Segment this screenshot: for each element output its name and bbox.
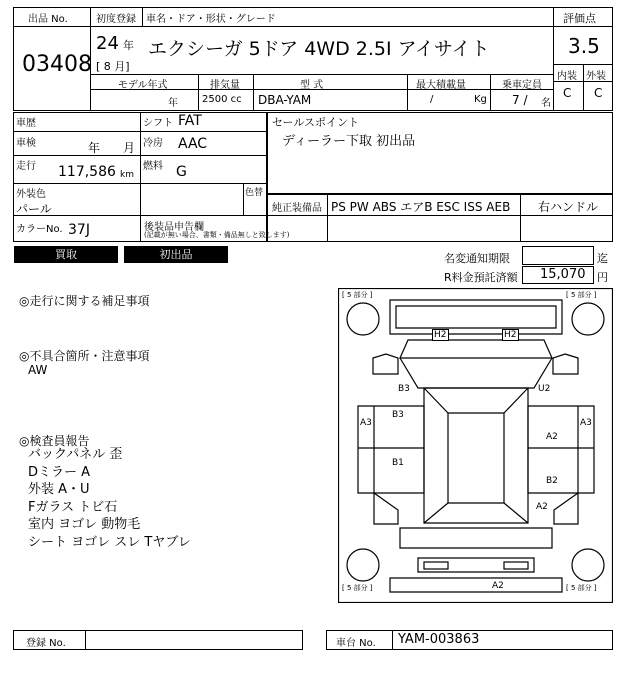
mileage-unit: km [120,170,134,180]
chassis-label: 車台 No. [336,638,376,649]
car-diagram [338,288,613,603]
defect-title: ◎不具合箇所・注意事項 [19,349,150,363]
load-unit: Kg [474,94,487,105]
reg-year: 24 [96,33,119,54]
first-reg-label: 初度登録 [96,14,136,25]
name-change-label: 名変通知期限 [444,252,510,265]
recycle-value: 15,070 [540,267,586,282]
tire-tr: [ 5 部分 ] [566,291,597,299]
aircon-value: AAC [178,136,208,152]
inspector-lines [28,446,191,551]
dmg-a2-rear: A2 [492,581,504,591]
dmg-a3-left: A3 [360,418,372,428]
shaken-month: 月 [123,141,136,155]
capacity-label: 乗車定員 [502,80,542,91]
chassis-value: YAM-003863 [398,632,480,647]
retrofit-note: (記載が無い場合、書類・備品無しと致します) [144,231,290,239]
car-name-label: 車名・ドア・形状・グレード [146,14,276,25]
dmg-b2-door: B2 [546,476,558,486]
exterior-label: 外装 [586,71,606,82]
exterior-grade: C [594,86,603,100]
aircon-label: 冷房 [143,138,163,149]
name-change-box [522,246,594,265]
buy-badge: 買取 [14,246,118,263]
dmg-a2-rear-r: A2 [536,502,548,512]
listing-badge: 初出品 [124,246,228,263]
ext-color-label: 外装色 [16,189,46,200]
shaken-year: 年 [88,141,101,155]
tire-tl: [ 5 部分 ] [342,291,373,299]
reg-month: [ 8 月] [96,60,130,73]
handle-value: 右ハンドル [538,200,599,214]
capacity-value: 7 / [512,93,528,107]
tire-bl: [ 5 部分 ] [342,584,373,592]
dmg-b1-door: B1 [392,458,404,468]
lot-number: 03408 [22,52,92,77]
equipment-value: PS PW ABS エアB ESC ISS AEB [331,200,511,214]
inspector-line: Dミラー A [28,464,91,480]
shift-value: FAT [178,113,202,129]
dmg-b3-left: B3 [398,384,410,394]
mileage-value: 117,586 [58,164,116,180]
retrofit-label: 後装品申告欄 [144,222,204,233]
lot-label: 出品 No. [28,14,68,25]
displacement-value: 2500 cc [202,94,242,105]
shaken-label: 車検 [16,138,36,149]
tire-br: [ 5 部分 ] [566,584,597,592]
fuel-value: G [176,164,187,180]
model-year-value: 年 [168,98,178,109]
dmg-b3-door: B3 [392,410,404,420]
inspector-line: Fガラス トビ石 [28,499,118,515]
color-no-value: 37J [68,222,90,238]
dmg-h2-right: H2 [504,330,517,340]
car-name: エクシーガ 5ドア 4WD 2.5I アイサイト [148,38,490,60]
capacity-unit: 名 [541,98,551,109]
interior-label: 内装 [557,71,577,82]
inspector-line: 外装 A・U [28,482,90,497]
score-label: 評価点 [563,12,596,25]
sales-point-label: セールスポイント [272,116,360,129]
load-value: / [430,94,434,105]
inspector-title: ◎検査員報告 [19,434,90,448]
fuel-label: 燃料 [143,161,163,172]
dmg-h2-left: H2 [434,330,447,340]
dmg-u2-right: U2 [538,384,551,394]
reg-no-label: 登録 No. [26,638,66,649]
name-change-unit: 迄 [597,252,608,265]
defect-item: AW [28,363,48,377]
dmg-a3-right: A3 [580,418,592,428]
score-value: 3.5 [568,34,600,58]
inspector-line: 室内 ヨゴレ 動物毛 [28,517,141,532]
reg-year-unit: 年 [123,39,134,52]
history-label: 車歴 [16,118,36,129]
displacement-label: 排気量 [210,80,240,91]
mileage-label: 走行 [16,161,36,172]
recycle-label: R料金預託済額 [444,271,518,284]
recycle-unit: 円 [597,271,608,284]
type-label: 型 式 [300,80,324,91]
load-label: 最大積載量 [416,80,466,91]
equipment-label: 純正装備品 [272,203,322,214]
dmg-a2-door-r: A2 [546,432,558,442]
interior-grade: C [563,86,572,100]
ext-color-value: パール [16,202,52,216]
model-year-label: モデル年式 [118,80,168,91]
running-title: ◎走行に関する補足事項 [19,294,150,308]
color-no-label: カラーNo. [16,224,63,235]
type-value: DBA-YAM [258,93,312,107]
shift-label: シフト [143,118,173,129]
inspector-line: シート ヨゴレ スレ Tヤブレ [28,534,191,550]
color-change-label: 色替 [245,188,264,198]
sales-point-value: ディーラー下取 初出品 [282,134,416,149]
inspector-line: バックパネル 歪 [28,447,123,462]
